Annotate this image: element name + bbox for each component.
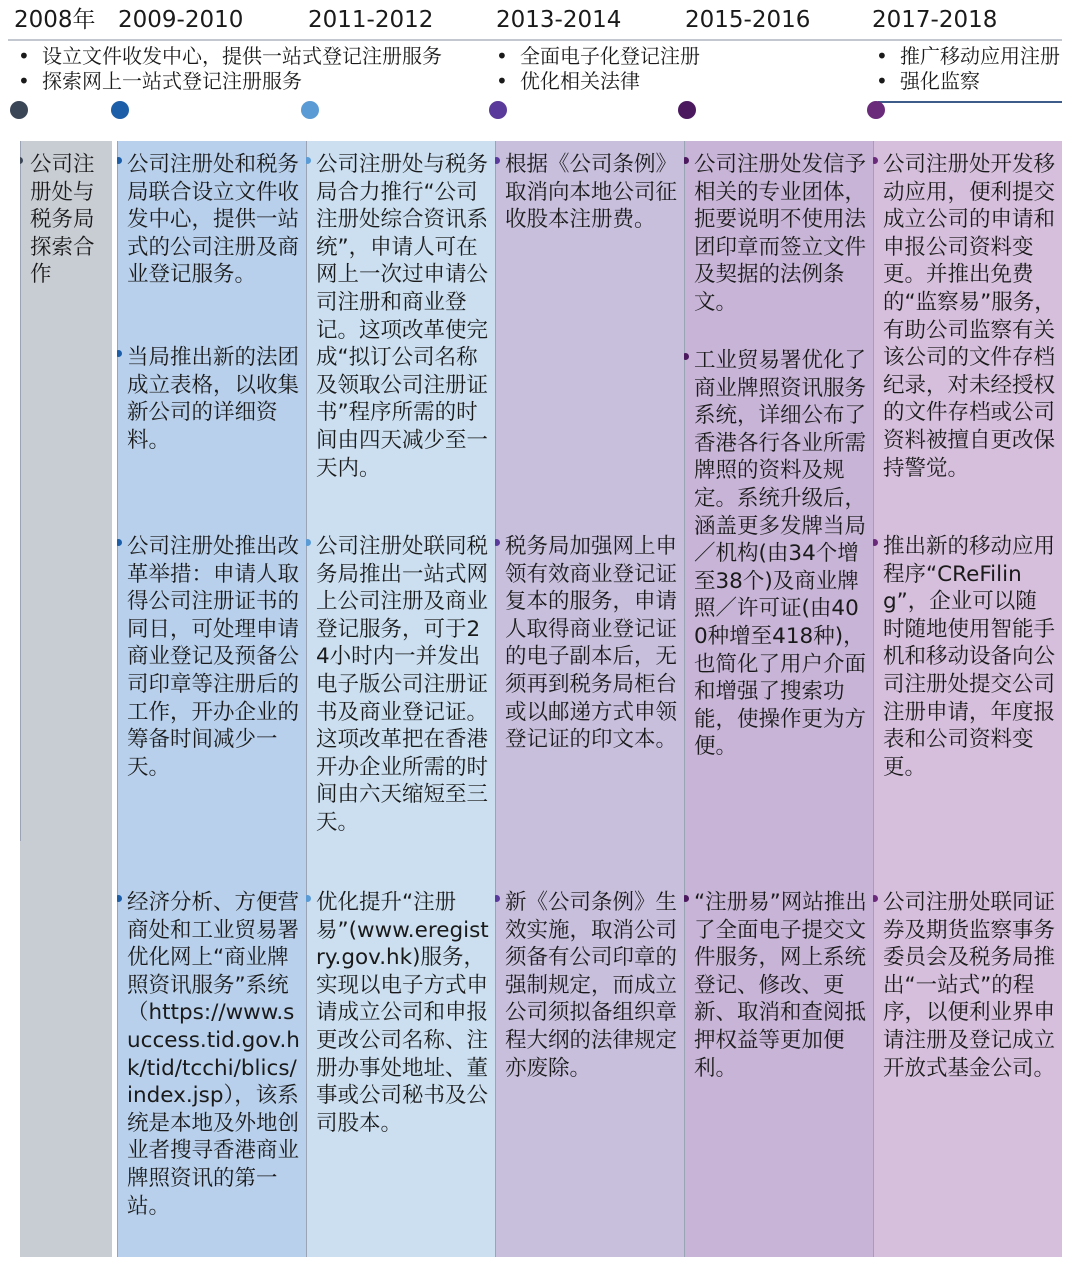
timeline-dot-2013-2014 [489, 101, 507, 119]
bullet-marker [117, 350, 122, 357]
summary-item: • 强化监察 [872, 69, 1060, 94]
bullet-marker [873, 539, 878, 546]
bullet-marker [873, 895, 878, 902]
event-text: 优化提升“注册易”(www.eregistry.gov.hk)服务，实现以电子方式申请成立公司和申报更改公司名称、注册办事处地址、董事或公司秘书及公司股本。 [316, 890, 489, 1136]
summary-item: • 优化相关法律 [492, 69, 700, 94]
summary-item: • 探索网上一站式登记注册服务 [14, 69, 442, 94]
event-text: 公司注册处发信予相关的专业团体，扼要说明不使用法团印章而签立文件及契据的法例条文。 [694, 152, 867, 315]
period-label-2015-2016: 2015-2016 [685, 7, 811, 33]
event-entry [306, 889, 489, 1137]
column-2009-2010 [117, 141, 306, 1257]
event-entry [20, 151, 108, 289]
period-label-2017-2018: 2017-2018 [872, 7, 998, 33]
timeline-dot-2015-2016 [678, 101, 696, 119]
event-entry [117, 151, 300, 289]
event-text: 公司注册处开发移动应用，便利提交成立公司的申请和申报公司资料变更。并推出免费的“监察易”服务，有助公司监察有关该公司的文件存档纪录，对未经授权的文件存档或公司资料被擅自更改保持警觉。 [883, 152, 1056, 481]
event-text: 公司注册处联同税务局推出一站式网上公司注册及商业登记服务，可于24小时内一并发出电子版公司注册证书及商业登记证。这项改革把在香港开办企业所需的时间由六天缩短至三天。 [316, 534, 489, 835]
event-text: 根据《公司条例》取消向本地公司征收股本注册费。 [505, 152, 678, 233]
event-text: 公司注册处推出改革举措：申请人取得公司注册证书的同日，可处理申请商业登记及预备公司印章等注册后的工作，开办企业的筹备时间减少一天。 [127, 534, 300, 780]
event-text: 新《公司条例》生效实施，取消公司须备有公司印章的强制规定，而成立公司须拟备组织章程大纲的法律规定亦废除。 [505, 890, 678, 1081]
event-text: 工业贸易署优化了商业牌照资讯服务系统，详细公布了香港各行各业所需牌照的资料及规定。系统升级后，涵盖更多发牌当局／机构(由34个增至38个)及商业牌照／许可证(由400种增至418种)，也简化了用户介面和增强了搜索功能，使操作更为方便。 [694, 348, 867, 760]
event-text: 公司注册处与税务局合力推行“公司注册处综合资讯系统”，申请人可在网上一次过申请公司注册和商业登记。这项改革使完成“拟订公司名称及领取公司注册证书”程序所需的时间由四天减少至一天内。 [316, 152, 489, 481]
event-entry [117, 344, 300, 454]
event-text: 推出新的移动应用程序“CReFiling”，企业可以随时随地使用智能手机和移动设备向公司注册处提交公司注册申请，年度报表和公司资料变更。 [883, 534, 1056, 780]
bullet-marker [20, 157, 23, 164]
timeline-dot-2011-2012 [301, 101, 319, 119]
event-entry [306, 533, 489, 837]
event-entry [117, 533, 300, 781]
event-text: 税务局加强网上申领有效商业登记证复本的服务，申请人取得商业登记证的电子副本后，无须再到税务局柜台或以邮递方式申领登记证的印文本。 [505, 534, 678, 753]
column-2008 [20, 141, 112, 1257]
bullet-marker [117, 895, 122, 902]
period-label-2008: 2008年 [14, 7, 96, 33]
summary-item: • 设立文件收发中心，提供一站式登记注册服务 [14, 44, 442, 69]
event-text: 公司注册处联同证券及期货监察事务委员会及税务局推出“一站式”的程序，以便利业界申请注册及登记成立开放式基金公司。 [883, 890, 1056, 1081]
event-entry [873, 889, 1056, 1082]
event-entry [873, 151, 1056, 482]
event-entry [684, 347, 867, 761]
period-label-2013-2014: 2013-2014 [496, 7, 622, 33]
bullet-marker [117, 539, 122, 546]
event-entry [117, 889, 300, 1220]
column-2015-2016 [684, 141, 873, 1257]
timeline-dot-2017-2018 [867, 101, 885, 119]
summary-item: • 全面电子化登记注册 [492, 44, 700, 69]
bullet-marker [684, 895, 689, 902]
column-2011-2012 [306, 141, 495, 1257]
event-entry [495, 151, 678, 234]
column-2013-2014 [495, 141, 684, 1257]
bullet-marker [684, 157, 689, 164]
event-entry [306, 151, 489, 482]
bullet-marker [306, 895, 311, 902]
timeline-axis [8, 39, 1062, 41]
column-2017-2018 [873, 141, 1062, 1257]
summary-item: • 推广移动应用注册 [872, 44, 1060, 69]
period-label-2011-2012: 2011-2012 [308, 7, 434, 33]
bullet-marker [306, 539, 311, 546]
event-entry [684, 151, 867, 317]
event-text: 经济分析、方便营商处和工业贸易署优化网上“商业牌照资讯服务”系统（https://www.success.tid.gov.hk/tid/tcchi/blics/index.jsp），该系统是本地及外地创业者搜寻香港商业牌照资讯的第一站。 [127, 890, 300, 1219]
summary-group-1 [14, 44, 442, 94]
event-text: 公司注册处与税务局探索合作 [30, 152, 95, 288]
event-text: 公司注册处和税务局联合设立文件收发中心，提供一站式的公司注册及商业登记服务。 [127, 152, 300, 288]
bullet-marker [495, 895, 500, 902]
event-entry [495, 889, 678, 1082]
timeline-dot-2008 [10, 101, 28, 119]
timeline-axis-accent [878, 101, 1062, 103]
summary-group-3 [872, 44, 1060, 94]
event-entry [873, 533, 1056, 781]
event-text: “注册易”网站推出了全面电子提交文件服务，网上系统登记、修改、更新、取消和查阅抵押权益等更加便利。 [694, 890, 867, 1081]
event-entry [684, 889, 867, 1082]
period-label-2009-2010: 2009-2010 [118, 7, 244, 33]
bullet-marker [684, 353, 689, 360]
event-text: 当局推出新的法团成立表格，以收集新公司的详细资料。 [127, 345, 300, 453]
bullet-marker [495, 157, 500, 164]
timeline-dot-2009-2010 [111, 101, 129, 119]
summary-group-2 [492, 44, 700, 94]
event-entry [495, 533, 678, 754]
bullet-marker [873, 157, 878, 164]
bullet-marker [495, 539, 500, 546]
bullet-marker [306, 157, 311, 164]
bullet-marker [117, 157, 122, 164]
